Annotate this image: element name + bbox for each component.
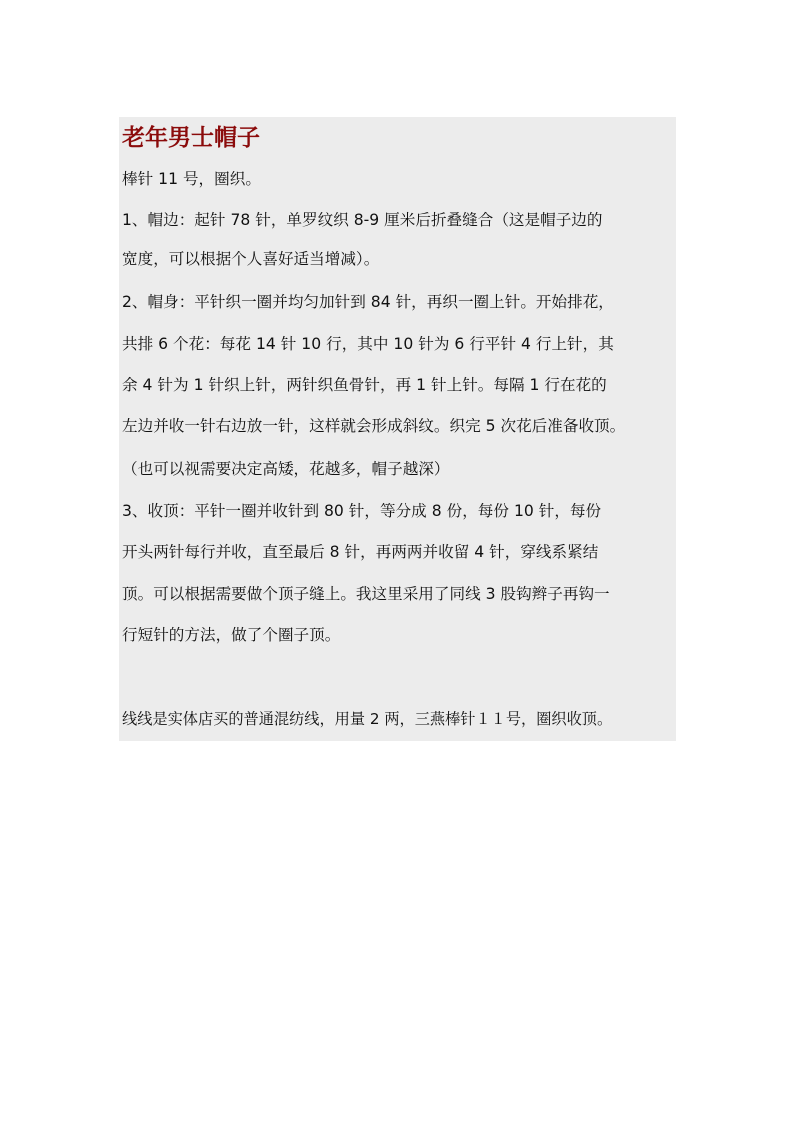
step3-line-3: 顶。可以根据需要做个顶子缝上。我这里采用了同线 3 股钩辫子再钩一 [122, 585, 610, 603]
step2-line-3: 余 4 针为 1 针织上针，两针织鱼骨针，再 1 针上针。每隔 1 行在花的 [122, 376, 607, 394]
step3-line-1: 3、收顶：平针一圈并收针到 80 针，等分成 8 份，每份 10 针，每份 [122, 502, 602, 520]
step2-line-2: 共排 6 个花：每花 14 针 10 行，其中 10 针为 6 行平针 4 行上针，其 [122, 335, 614, 353]
step2-line-5: （也可以视需要决定高矮，花越多，帽子越深） [122, 460, 450, 478]
step1-line-2: 宽度，可以根据个人喜好适当增减）。 [122, 250, 380, 268]
step3-line-4: 行短针的方法，做了个圈子顶。 [122, 626, 341, 644]
step2-line-1: 2、帽身：平针织一圈并均匀加针到 84 针，再织一圈上针。开始排花， [122, 293, 614, 311]
yarn-note: 线线是实体店买的普通混纺线，用量 2 两，三燕棒针１１号，圈织收顶。 [122, 710, 613, 728]
step2-line-4: 左边并收一针右边放一针，这样就会形成斜纹。织完 5 次花后准备收顶。 [122, 417, 626, 435]
step3-line-2: 开头两针每行并收，直至最后 8 针，再两两并收留 4 针，穿线系紧结 [122, 543, 599, 561]
recipe-panel [119, 117, 676, 741]
intro-text: 棒针 11 号，圈织。 [122, 170, 261, 188]
step1-line-1: 1、帽边：起针 78 针，单罗纹织 8-9 厘米后折叠缝合（这是帽子边的 [122, 211, 603, 229]
document-title: 老年男士帽子 [122, 124, 260, 151]
